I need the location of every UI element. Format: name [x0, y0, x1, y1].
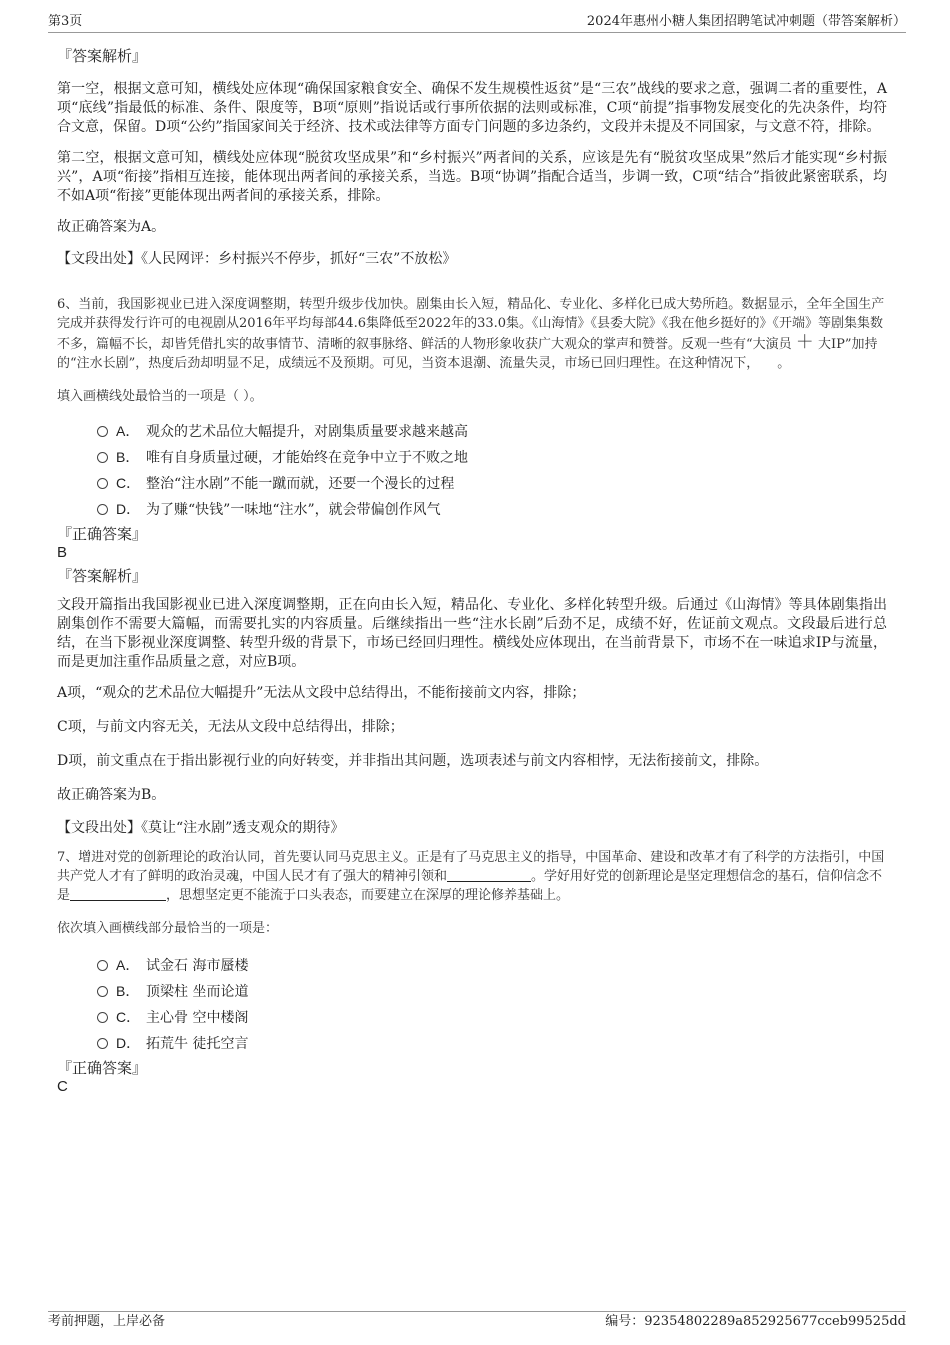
q6-answer-title: 『正确答案』: [57, 525, 148, 543]
option-text: 为了赚“快钱”一味地“注水”，就会带偏创作风气: [146, 502, 441, 518]
q7-blank-1: [447, 869, 531, 882]
q6-prompt: 填入画横线处最恰当的一项是（ ）。: [57, 389, 263, 404]
document-title: 2024年惠州小糖人集团招聘笔试冲刺题（带答案解析）: [586, 14, 906, 29]
radio-icon[interactable]: [97, 1012, 108, 1023]
q6-analysis-p3: C项，与前文内容无关，无法从文段中总结得出，排除；: [57, 719, 404, 735]
q6-stem-plus: ＋: [795, 332, 814, 353]
q5-analysis-p2: 第二空，根据文意可知，横线处应体现“脱贫攻坚成果”和“乡村振兴”两者间的关系，应该是先有“脱贫攻坚成果”然后才能实现“乡村振兴”，A项“衔接”指相互连接，能体现出两者间的承接关系，当选。B项“协调”指配合适当，步调一致，C项“结合”指彼此紧密联系，均不如A项“衔接”更能体现出两者间的承接关系，排除。: [57, 150, 887, 204]
radio-icon[interactable]: [97, 452, 108, 463]
option-letter: B．: [116, 449, 140, 465]
option-letter: D．: [116, 1035, 141, 1051]
q6-analysis-p1: 文段开篇指出我国影视业已进入深度调整期，正在向由长入短，精品化、专业化、多样化转型升级。后通过《山海情》等具体剧集指出剧集创作不需要大篇幅，而需要扎实的内容质量。后继续指出一些“注水长剧”后劲不足，成绩不好，佐证前文观点。文段最后进行总结，在当下影视业深度调整、转型升级的背景下，市场已经回归理性。横线处应体现出，在当前背景下，市场不在一味追求IP与流量，而是更加注重作品质量之意，对应B项。: [57, 597, 887, 670]
q7-stem-a: 7、增进对党的创新理论的政治认同，首先要认同马克思主义。正是有了马克思主义的指导，中国革命、建设和改革才有了科学的方法指引，中国共产党人才有了鲜明的政治灵魂，中国人民才有了强大的精神引领和: [57, 850, 885, 884]
q6-options: [57, 418, 887, 522]
q6-option-a[interactable]: [97, 418, 887, 444]
q7-option-d[interactable]: [97, 1030, 887, 1056]
q7-answer-title: 『正确答案』: [57, 1059, 148, 1077]
page-header: [48, 12, 906, 33]
radio-icon[interactable]: [97, 504, 108, 515]
option-text: 整治“注水剧”不能一蹴而就，还要一个漫长的过程: [146, 476, 455, 492]
page-number: 第3页: [48, 14, 83, 29]
option-text: 主心骨 空中楼阁: [146, 1010, 249, 1026]
q7-stem-c: ，思想坚定更不能流于口头表态，而要建立在深厚的理论修养基础上。: [166, 888, 570, 903]
q7-option-b[interactable]: [97, 978, 887, 1004]
option-letter: D．: [116, 501, 141, 517]
page-content: [57, 46, 887, 1096]
q5-analysis-p1: 第一空，根据文意可知，横线处应体现“确保国家粮食安全、确保不发生规模性返贫”是“三农”战线的要求之意，强调二者的重要性，A项“底线”指最低的标准、条件、限度等，B项“原则”指说话或行事所依据的法则或标准，C项“前提”指事物发展变化的先决条件，均符合文意，保留。D项“公约”指国家间关于经济、技术或法律等方面专门问题的多边条约，文段并未提及不同国家，与文意不符，排除。: [57, 81, 887, 135]
q6-analysis-p4: D项，前文重点在于指出影视行业的向好转变，并非指出其问题，选项表述与前文内容相悖，无法衔接前文，排除。: [57, 753, 769, 769]
option-letter: C．: [116, 475, 141, 491]
radio-icon[interactable]: [97, 426, 108, 437]
q6-answer: B: [57, 544, 68, 561]
q7-option-a[interactable]: [97, 952, 887, 978]
footer-code: 编号：92354802289a852925677cceb99525dd: [605, 1314, 906, 1329]
q6-stem-tail-b: IP”加持的“注水长剧”，热度后劲却明显不足，成绩远不及预期。可见，当资本退潮、流量失灵，市场已回归理性。在这种情况下，: [57, 337, 878, 371]
option-text: 试金石 海市蜃楼: [146, 958, 249, 974]
option-letter: B．: [116, 983, 140, 999]
q6-analysis-conclusion: 故正确答案为B。: [57, 787, 166, 803]
q5-analysis-conclusion: 故正确答案为A。: [57, 219, 166, 235]
footer-note: 考前押题，上岸必备: [48, 1314, 166, 1329]
q7-prompt: 依次填入画横线部分最恰当的一项是：: [57, 921, 279, 936]
q6-option-d[interactable]: [97, 496, 887, 522]
q7-option-c[interactable]: [97, 1004, 887, 1030]
option-letter: A．: [116, 957, 140, 973]
option-letter: A．: [116, 423, 140, 439]
q7-blank-2: [70, 888, 166, 901]
q7-answer: C: [57, 1078, 68, 1095]
q6-analysis-p2: A项，“观众的艺术品位大幅提升”无法从文段中总结得出，不能衔接前文内容，排除；: [57, 685, 586, 701]
option-text: 观众的艺术品位大幅提升，对剧集质量要求越来越高: [146, 424, 468, 440]
q6-option-b[interactable]: [97, 444, 887, 470]
radio-icon[interactable]: [97, 1038, 108, 1049]
q6-stem-tail-c: 。: [777, 356, 791, 371]
q7-options: [57, 952, 887, 1056]
q6-stem: [57, 295, 887, 373]
q5-analysis-title: 『答案解析』: [57, 47, 148, 65]
q6-stem-tail-a: 大: [817, 337, 831, 352]
q5-source: 【文段出处】《人民网评：乡村振兴不停步，抓好“三农”不放松》: [57, 251, 457, 267]
radio-icon[interactable]: [97, 986, 108, 997]
q6-option-c[interactable]: [97, 470, 887, 496]
page-footer: [48, 1311, 906, 1332]
q6-stem-main: 6、当前，我国影视业已进入深度调整期，转型升级步伐加快。剧集由长入短，精品化、专业化、多样化已成大势所趋。数据显示，全年全国生产完成并获得发行许可的电视剧从2016年平均每部44.6集降低至2022年的33.0集。《山海情》《县委大院》《我在他乡挺好的》《开端》等剧集集数不多，篇幅不长，却皆凭借扎实的故事情节、清晰的叙事脉络、鲜活的人物形象收获广大观众的掌声和赞誉。反观一些有“大演员: [57, 297, 885, 352]
option-text: 拓荒牛 徒托空言: [146, 1036, 249, 1052]
q7-stem-b: 。学好用好党的创新理论是坚定理想信念的基石，信仰信念不是: [57, 869, 883, 903]
radio-icon[interactable]: [97, 960, 108, 971]
q7-stem: [57, 848, 887, 905]
q6-analysis-title: 『答案解析』: [57, 567, 148, 585]
option-letter: C．: [116, 1009, 141, 1025]
option-text: 唯有自身质量过硬，才能始终在竞争中立于不败之地: [146, 450, 468, 466]
q6-source: 【文段出处】《莫让“注水剧”透支观众的期待》: [57, 820, 345, 836]
option-text: 顶梁柱 坐而论道: [146, 984, 249, 1000]
radio-icon[interactable]: [97, 478, 108, 489]
